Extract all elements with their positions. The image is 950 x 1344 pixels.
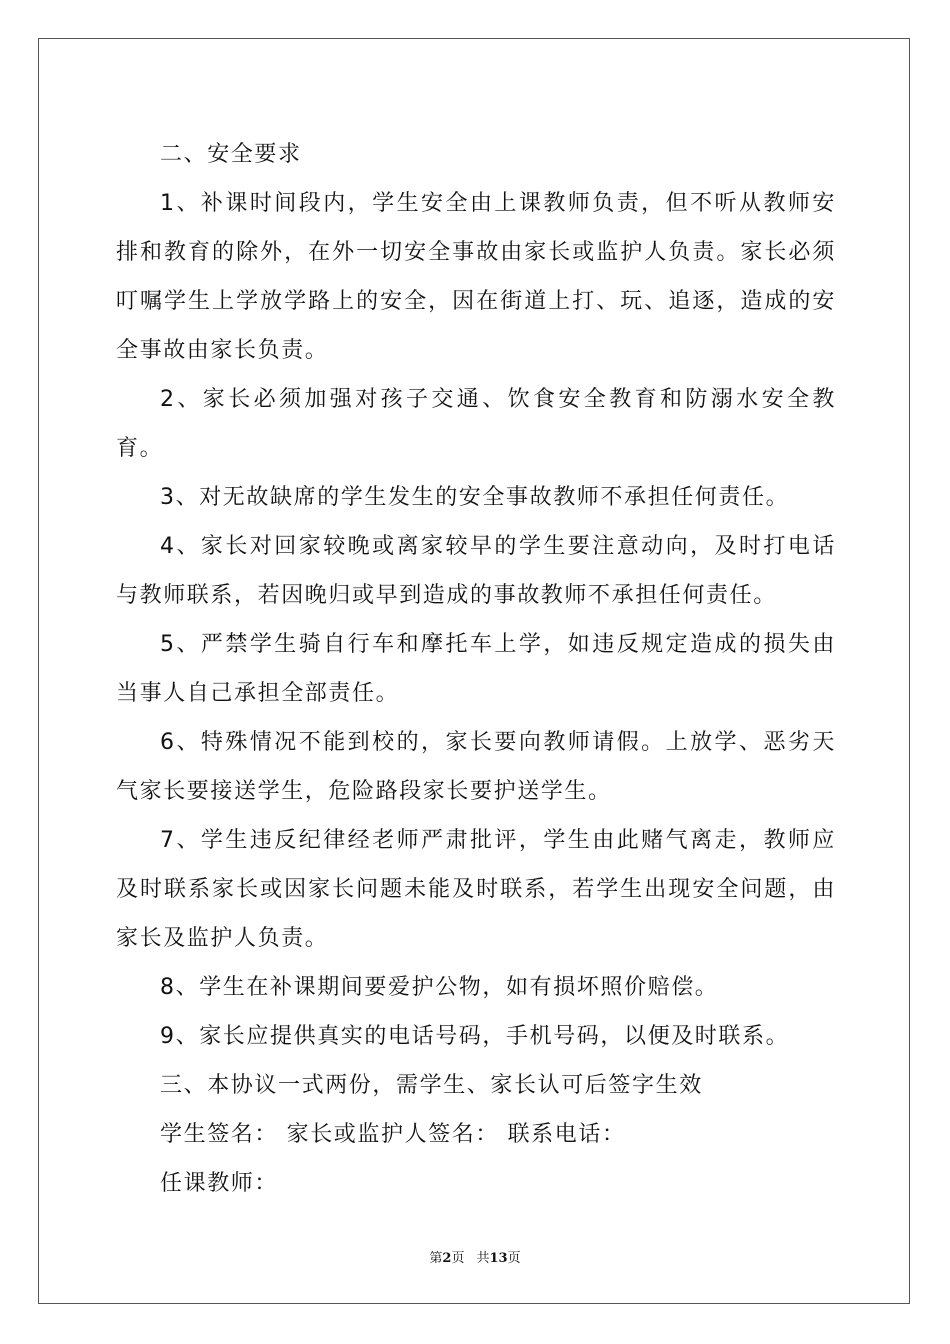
document-body [116,130,836,1208]
total-suffix: 页 [507,1251,521,1266]
section-heading-safety: 二、安全要求 [160,142,302,167]
page-total: 13 [489,1251,508,1266]
clause-7: 7、学生违反纪律经老师严肃批评，学生由此赌气离走，教师应及时联系家长或因家长问题未能及时联系，若学生出现安全问题，由家长及监护人负责。 [116,828,836,951]
clause-4: 4、家长对回家较晚或离家较早的学生要注意动向，及时打电话与教师联系，若因晚归或早到造成的事故教师不承担任何责任。 [116,534,836,608]
signature-line: 学生签名： 家长或监护人签名： 联系电话： [160,1122,626,1147]
clause-1: 1、补课时间段内，学生安全由上课教师负责，但不听从教师安排和教育的除外，在外一切安全事故由家长或监护人负责。家长必须叮嘱学生上学放学路上的安全，因在街道上打、玩、追逐，造成的安全事故由家长负责。 [116,191,836,363]
page-footer [0,1247,950,1266]
clause-3: 3、对无故缺席的学生发生的安全事故教师不承担任何责任。 [160,485,790,510]
clause-8: 8、学生在补课期间要爱护公物，如有损坏照价赔偿。 [160,975,719,1000]
section-heading-agreement: 三、本协议一式两份，需学生、家长认可后签字生效 [160,1073,703,1098]
page-prefix: 第 [429,1251,443,1266]
page-current: 2 [442,1251,452,1266]
clause-5: 5、严禁学生骑自行车和摩托车上学，如违反规定造成的损失由当事人自己承担全部责任。 [116,632,836,706]
clause-6: 6、特殊情况不能到校的，家长要向教师请假。上放学、恶劣天气家长要接送学生，危险路段家长要护送学生。 [116,730,836,804]
clause-9: 9、家长应提供真实的电话号码，手机号码，以便及时联系。 [160,1024,790,1049]
total-prefix: 共 [476,1251,490,1266]
page-suffix: 页 [451,1251,465,1266]
teacher-signature-line: 任课教师： [160,1171,279,1196]
clause-2: 2、家长必须加强对孩子交通、饮食安全教育和防溺水安全教育。 [116,387,836,461]
